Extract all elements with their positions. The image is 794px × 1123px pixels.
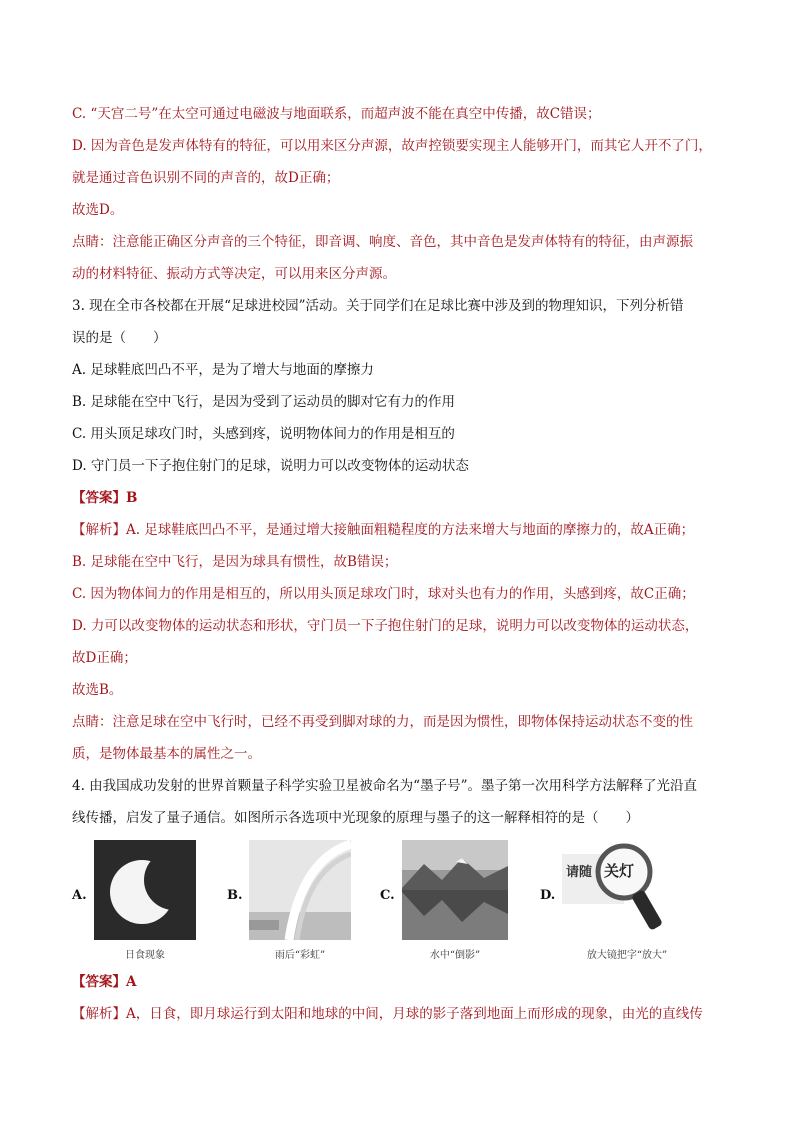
magnifier-image	[562, 840, 666, 940]
figure-d-label: D.	[540, 888, 556, 903]
figure-options	[72, 840, 728, 966]
note-3: 点睛：注意足球在空中飞行时，已经不再受到脚对球的力，而是因为惯性，即物体保持运动状态不变的性	[72, 714, 693, 730]
option-b: B. 足球能在空中飞行，是因为受到了运动员的脚对它有力的作用	[72, 394, 456, 410]
magnified-sign-text: 关灯	[604, 862, 635, 880]
question-3: 3. 现在全市各校都在开展“足球进校园”活动。关于同学们在足球比赛中涉及到的物理知识，下列分析错	[72, 298, 684, 314]
note-cont: 动的材料特征、振动方式等决定，可以用来区分声源。	[72, 266, 396, 282]
figure-a-caption: 日食现象	[125, 950, 165, 961]
figure-c-label: C.	[380, 888, 395, 903]
figure-d-caption: 放大镜把字“放大”	[586, 950, 668, 961]
analysis-b: B. 足球能在空中飞行，是因为球具有惯性，故B错误；	[72, 554, 398, 570]
conclusion: 故选D。	[72, 202, 124, 218]
figure-c-caption: 水中“倒影”	[429, 950, 481, 961]
document-page	[72, 98, 728, 1030]
option-c: C. 用头顶足球攻门时，头感到疼，说明物体间力的作用是相互的	[72, 426, 455, 442]
question-4: 4. 由我国成功发射的世界首颗量子科学实验卫星被命名为“墨子号”。墨子第一次用科学方法解释了光沿直	[72, 778, 697, 794]
answer-4: 【答案】A	[72, 974, 137, 990]
figure-b-label: B.	[227, 888, 243, 903]
note-3-cont: 质，是物体最基本的属性之一。	[72, 746, 261, 762]
water-reflection-image	[402, 840, 508, 940]
question-4-cont: 线传播，启发了量子通信。如图所示各选项中光现象的原理与墨子的这一解释相符的是（ ）	[72, 810, 639, 826]
analysis-d: D. 力可以改变物体的运动状态和形状，守门员一下子抱住射门的足球，说明力可以改变物体的运动状态，	[72, 618, 699, 634]
option-a: A. 足球鞋底凹凸不平，是为了增大与地面的摩擦力	[72, 362, 374, 378]
solar-eclipse-image	[94, 840, 196, 940]
analysis-4-a: 【解析】A，日食，即月球运行到太阳和地球的中间，月球的影子落到地面上而形成的现象，由光的直线传	[72, 1006, 703, 1022]
explanation-d-cont: 就是通过音色识别不同的声音的，故D正确；	[72, 170, 340, 186]
figure-b-caption: 雨后“彩虹”	[274, 950, 326, 961]
conclusion-3: 故选B。	[72, 682, 123, 698]
option-d: D. 守门员一下子抱住射门的足球，说明力可以改变物体的运动状态	[72, 458, 469, 474]
note: 点睛：注意能正确区分声音的三个特征，即音调、响度、音色，其中音色是发声体特有的特征，由声源振	[72, 234, 693, 250]
svg-text:请随: 请随	[566, 865, 593, 880]
figure-a-label: A.	[72, 888, 87, 903]
answer-3: 【答案】B	[72, 490, 138, 506]
rainbow-image	[249, 840, 351, 940]
analysis-c: C. 因为物体间力的作用是相互的，所以用头顶足球攻门时，球对头也有力的作用，头感到疼，故C正确；	[72, 586, 695, 602]
explanation-d: D. 因为音色是发声体特有的特征，可以用来区分声源，故声控锁要实现主人能够开门，而其它人开不了门，	[72, 138, 712, 154]
question-3-cont: 误的是（ ）	[72, 330, 167, 346]
analysis-d-cont: 故D正确；	[72, 650, 137, 666]
explanation-c: C. “天宫二号”在太空可通过电磁波与地面联系，而超声波不能在真空中传播，故C错误；	[72, 106, 601, 122]
analysis-a: 【解析】A. 足球鞋底凹凸不平，是通过增大接触面粗糙程度的方法来增大与地面的摩擦力的，故A正确；	[72, 522, 695, 538]
